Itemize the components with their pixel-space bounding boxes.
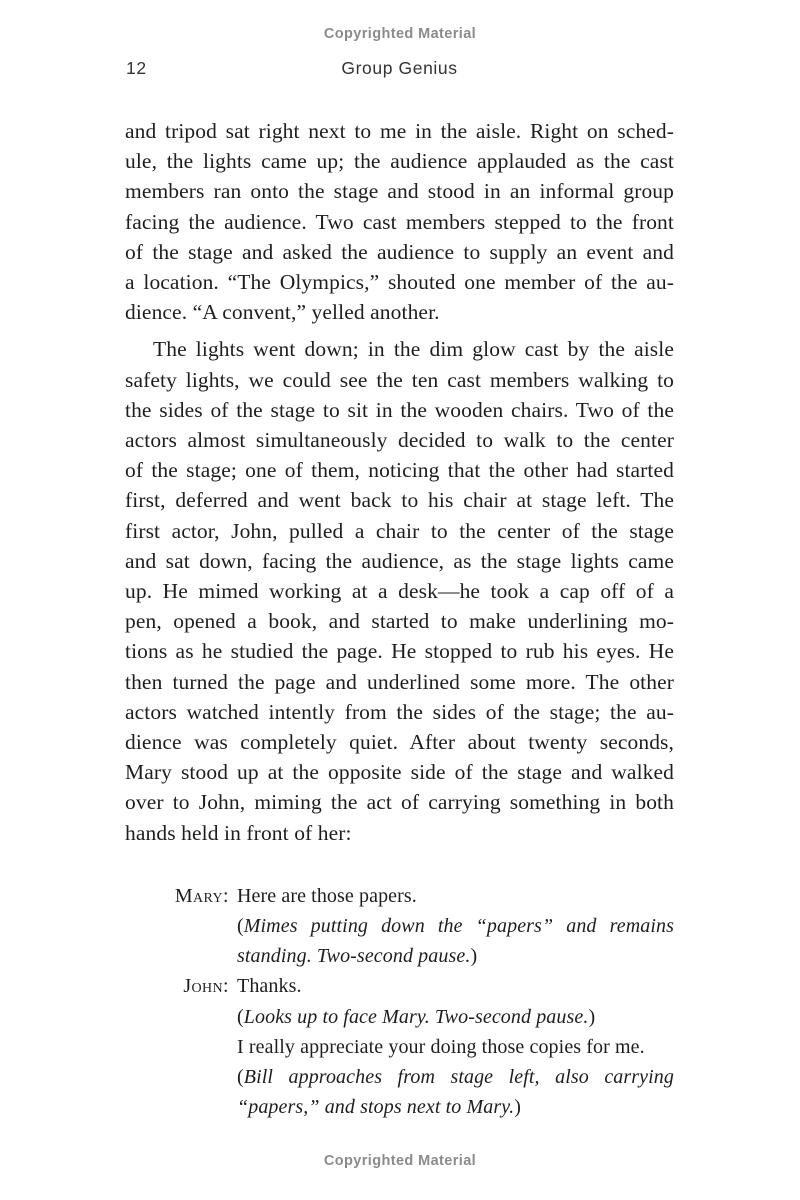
body-line: of the stage and asked the audience to supply an event and: [125, 239, 674, 264]
speech-text: ): [514, 1096, 521, 1119]
body-line: first actor, John, pulled a chair to the center of the stage: [125, 518, 674, 543]
dialogue-line: [237, 1092, 674, 1122]
dialogue-line: [237, 881, 674, 911]
stage-direction-text: Bill approaches from stage left, also carrying: [243, 1066, 674, 1089]
body-text: [125, 116, 674, 1123]
dialogue-row: [125, 1032, 674, 1062]
speaker-label: John:: [183, 975, 229, 998]
speech-text: I really appreciate your doing those copies for me.: [237, 1035, 645, 1058]
stage-direction-text: “papers,” and stops next to Mary.: [237, 1096, 515, 1119]
speaker-label: [125, 911, 229, 941]
body-line: actors watched intently from the sides of the stage; the au-: [125, 699, 674, 724]
dialogue-row: [125, 971, 674, 1001]
paragraph: [125, 116, 674, 327]
body-line: dience. “A convent,” yelled another.: [125, 300, 440, 325]
dialogue-line: [237, 1002, 674, 1032]
dialogue-row: [125, 1092, 674, 1122]
stage-direction-text: Looks up to face Mary. Two-second pause.: [243, 1005, 589, 1028]
dialogue-row: [125, 1062, 674, 1092]
dialogue-line: [237, 911, 674, 941]
speech-text: Here are those papers.: [237, 884, 417, 907]
page-number: 12: [126, 58, 147, 78]
speaker-label: Mary:: [174, 884, 229, 907]
dialogue-row: [125, 1002, 674, 1032]
speaker-label: [125, 1032, 229, 1062]
speech-text: (: [237, 915, 244, 938]
dialogue-line: [237, 1032, 674, 1062]
body-line: tions as he studied the page. He stopped to rub his eyes. He: [125, 639, 674, 664]
dialogue-row: [125, 911, 674, 941]
dialogue-block: [125, 881, 674, 1123]
speech-text: (: [237, 1066, 244, 1089]
running-head: Group Genius: [341, 58, 458, 78]
speech-text: ): [470, 945, 478, 968]
body-line: of the stage; one of them, noticing that the other had started: [125, 458, 674, 483]
body-line: safety lights, we could see the ten cast members walking to: [125, 367, 674, 392]
body-line: facing the audience. Two cast members stepped to the front: [125, 209, 674, 234]
body-line: a location. “The Olympics,” shouted one member of the au-: [125, 270, 674, 295]
body-line: members ran onto the stage and stood in an informal group: [125, 179, 674, 204]
speech-text: Thanks.: [237, 975, 302, 998]
dialogue-line: [237, 1062, 674, 1092]
body-line: and sat down, facing the audience, as the stage lights came: [125, 548, 674, 573]
body-line: ule, the lights came up; the audience applauded as the cast: [125, 149, 674, 174]
stage-direction-text: standing. Two-second pause.: [237, 945, 471, 968]
body-line: The lights went down; in the dim glow cast by the aisle: [153, 337, 674, 362]
body-line: dience was completely quiet. After about twenty seconds,: [125, 730, 674, 755]
body-line: up. He mimed working at a desk—he took a cap off of a: [125, 579, 674, 604]
copyright-notice-top: Copyrighted Material: [323, 26, 477, 42]
page-header: [125, 58, 674, 82]
dialogue-line: [237, 971, 674, 1001]
speaker-label: [125, 1002, 229, 1032]
body-line: over to John, miming the act of carrying something in both: [125, 790, 674, 815]
dialogue-line: [237, 941, 674, 971]
paragraph: [125, 334, 674, 847]
body-line: the sides of the stage to sit in the wooden chairs. Two of the: [125, 397, 674, 422]
stage-direction-text: Mimes putting down the “papers” and remains: [243, 915, 674, 938]
copyright-notice-bottom: Copyrighted Material: [323, 1153, 477, 1169]
body-line: and tripod sat right next to me in the aisle. Right on sched-: [125, 119, 674, 143]
speaker-label: [125, 1062, 229, 1092]
body-line: hands held in front of her:: [125, 820, 352, 845]
speaker-label: [125, 941, 229, 971]
dialogue-row: [125, 881, 674, 911]
speech-text: ): [588, 1005, 596, 1028]
body-line: first, deferred and went back to his chair at stage left. The: [125, 488, 674, 513]
body-line: actors almost simultaneously decided to walk to the center: [125, 428, 674, 453]
body-line: pen, opened a book, and started to make underlining mo-: [125, 609, 674, 634]
speaker-label: [125, 1092, 229, 1122]
body-line: then turned the page and underlined some more. The other: [125, 669, 674, 694]
dialogue-row: [125, 941, 674, 971]
body-line: Mary stood up at the opposite side of the stage and walked: [125, 760, 674, 785]
speech-text: (: [237, 1005, 244, 1028]
